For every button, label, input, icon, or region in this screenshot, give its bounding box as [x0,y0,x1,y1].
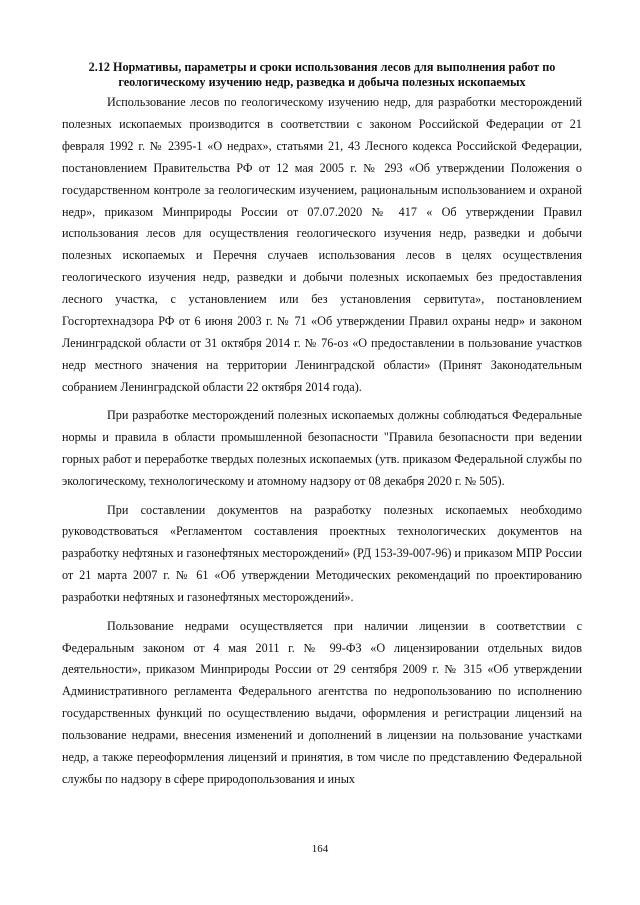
page-number: 164 [311,843,329,855]
paragraph-2: При разработке месторождений полезных ископаемых должны соблюдаться Федеральные нормы и правила в области промышленной безопасности "Правила безопасности при ведении горных работ и переработке твердых полезных ископаемых (утв. приказом Федеральной службы по экологическому, технологическому и атомному надзору от 08 декабря 2020 г. № 505). [62,408,582,488]
page-content [62,60,582,797]
paragraph-4: Пользование недрами осуществляется при наличии лицензии в соответствии с Федеральным законом от 4 мая 2011 г. № 99-ФЗ «О лицензировании отдельных видов деятельности», приказом Минприроды России от 29 сентября 2009 г. № 315 «Об утверждении Административного регламента Федерального агентства по недропользованию по исполнению государственных функций по осуществлению выдачи, оформления и регистрации лицензий на пользование недрами, внесения изменений и дополнений в лицензии на пользование участками недр, а также переоформления лицензий и принятия, в том числе по представлению Федеральной службы по надзору в сфере природопользования и иных [62,618,582,786]
paragraph-3: При составлении документов на разработку полезных ископаемых необходимо руководствоваться «Регламентом составления проектных технологических документов на разработку нефтяных и газонефтяных месторождений» (РД 153-39-007-96) и приказом МПР России от 21 марта 2007 г. № 61 «Об утверждении Методических рекомендаций по проектированию разработки нефтяных и газонефтяных месторождений». [62,502,582,605]
section-heading: 2.12 Нормативы, параметры и сроки использования лесов для выполнения работ по геологическому изучению недр, разведка и добыча полезных ископаемых [88,60,556,89]
paragraph-1: Использование лесов по геологическому изучению недр, для разработки месторождений полезных ископаемых производится в соответствии с законом Российской Федерации от 21 февраля 1992 г. № 2395-1 «О недрах», статьями 21, 43 Лесного кодекса Российской Федерации, постановлением Правительства РФ от 12 мая 2005 г. № 293 «Об утверждении Положения о государственном контроле за геологическим изучением, рациональным использованием и охраной недр», приказом Минприроды России от 07.07.2020 № 417 « Об утверждении Правил использования лесов для осуществления геологического изучения недр, разведки и добычи полезных ископаемых и Перечня случаев использования лесов в целях осуществления геологического изучения недр, разведки и добычи полезных ископаемых без предоставления лесного участка, с установлением или без установления сервитута», постановлением Госгортехнадзора РФ от 6 июня 2003 г. № 71 «Об утверждении Правил охраны недр» и законом Ленинградской области от 31 октября 2014 г. № 76-оз «О предоставлении в пользование участков недр местного значения на территории Ленинградской области» (Принят Законодательным собранием Ленинградской области 22 октября 2014 года). [62,95,582,394]
